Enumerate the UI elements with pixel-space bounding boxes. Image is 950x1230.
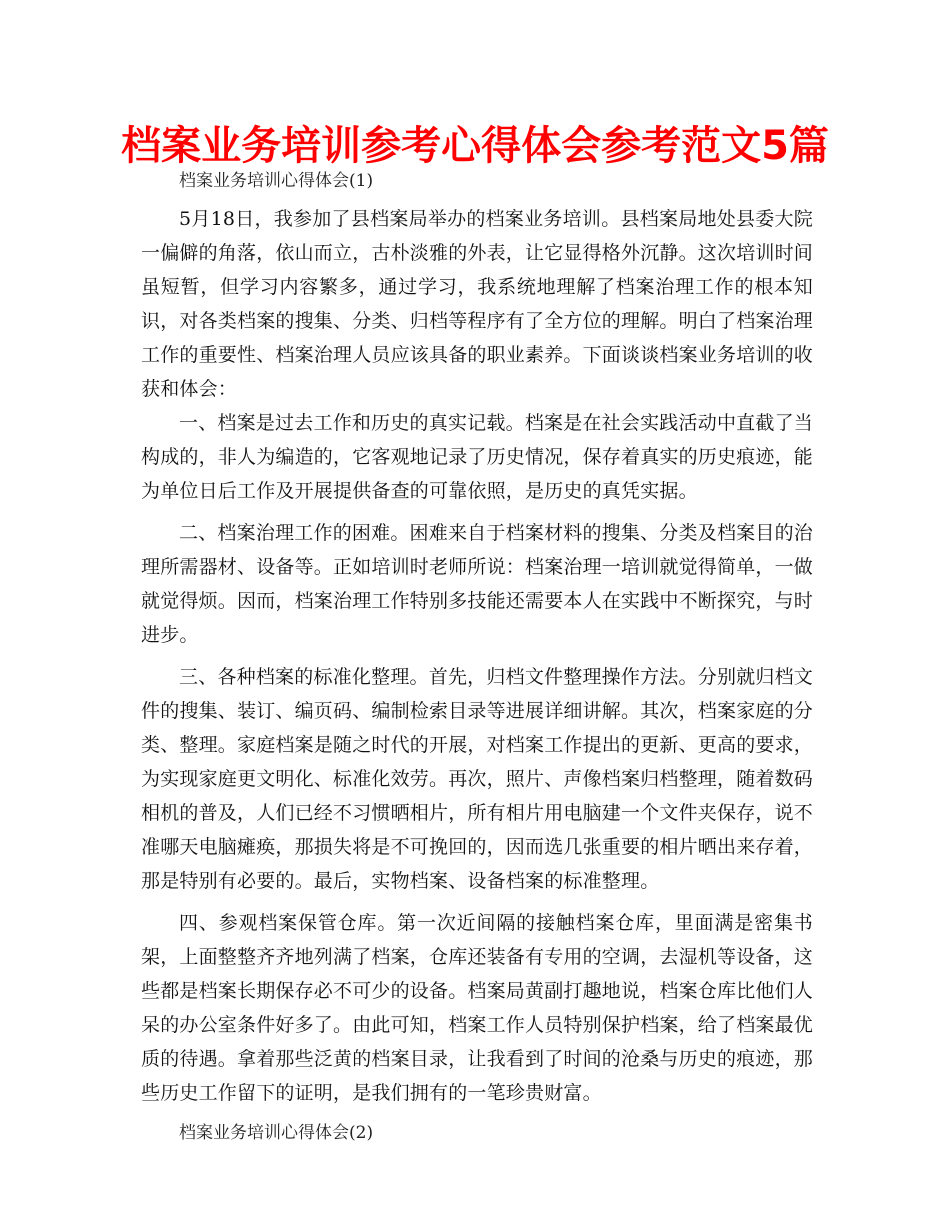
paragraph-point-4: 四、参观档案保管仓库。第一次近间隔的接触档案仓库，里面满是密集书架，上面整整齐齐地列满了档案，仓库还装备有专用的空调，去湿机等设备，这些都是档案长期保存必不可少的设备。档案局黄副打趣地说，档案仓库比他们人呆的办公室条件好多了。由此可知，档案工作人员特别保护档案，给了档案最优质的待遇。拿着那些泛黄的档案目录，让我看到了时间的沧桑与历史的痕迹，那些历史工作留下的证明，是我们拥有的一笔珍贵财富。 (141, 912, 814, 1104)
paragraph-intro: 5月18日，我参加了县档案局举办的档案业务培训。县档案局地处县委大院一偏僻的角落，依山而立，古朴淡雅的外表，让它显得格外沉静。这次培训时间虽短暂，但学习内容繁多，通过学习，我系统地理解了档案治理工作的根本知识，对各类档案的搜集、分类、归档等程序有了全方位的理解。明白了档案治理工作的重要性、档案治理人员应该具备的职业素养。下面谈谈档案业务培训的收获和体会： (141, 208, 814, 400)
paragraph-point-2: 二、档案治理工作的困难。困难来自于档案材料的搜集、分类及档案目的治理所需器材、设备等。正如培训时老师所说：档案治理一培训就觉得简单，一做就觉得烦。因而，档案治理工作特别多技能还需要本人在实践中不断探究，与时进步。 (141, 522, 814, 646)
section-heading-2: 档案业务培训心得体会(2) (179, 1123, 374, 1143)
document-body (141, 166, 813, 1148)
section-heading-1: 档案业务培训心得体会(1) (179, 171, 374, 191)
paragraph-point-1: 一、档案是过去工作和历史的真实记载。档案是在社会实践活动中直截了当构成的，非人为编造的，它客观地记录了历史情况，保存着真实的历史痕迹，能为单位日后工作及开展提供备查的可靠依照，是历史的真凭实据。 (141, 412, 814, 502)
paragraph-point-3: 三、各种档案的标准化整理。首先，归档文件整理操作方法。分别就归档文件的搜集、装订、编页码、编制检索目录等进展详细讲解。其次，档案家庭的分类、整理。家庭档案是随之时代的开展，对档案工作提出的更新、更高的要求，为实现家庭更文明化、标准化效劳。再次，照片、声像档案归档整理，随着数码相机的普及，人们已经不习惯晒相片，所有相片用电脑建一个文件夹保存，说不准哪天电脑瘫痪，那损失将是不可挽回的，因而选几张重要的相片晒出来存着，那是特别有必要的。最后，实物档案、设备档案的标准整理。 (141, 666, 814, 892)
document-title: 档案业务培训参考心得体会参考范文5篇 (121, 123, 829, 169)
